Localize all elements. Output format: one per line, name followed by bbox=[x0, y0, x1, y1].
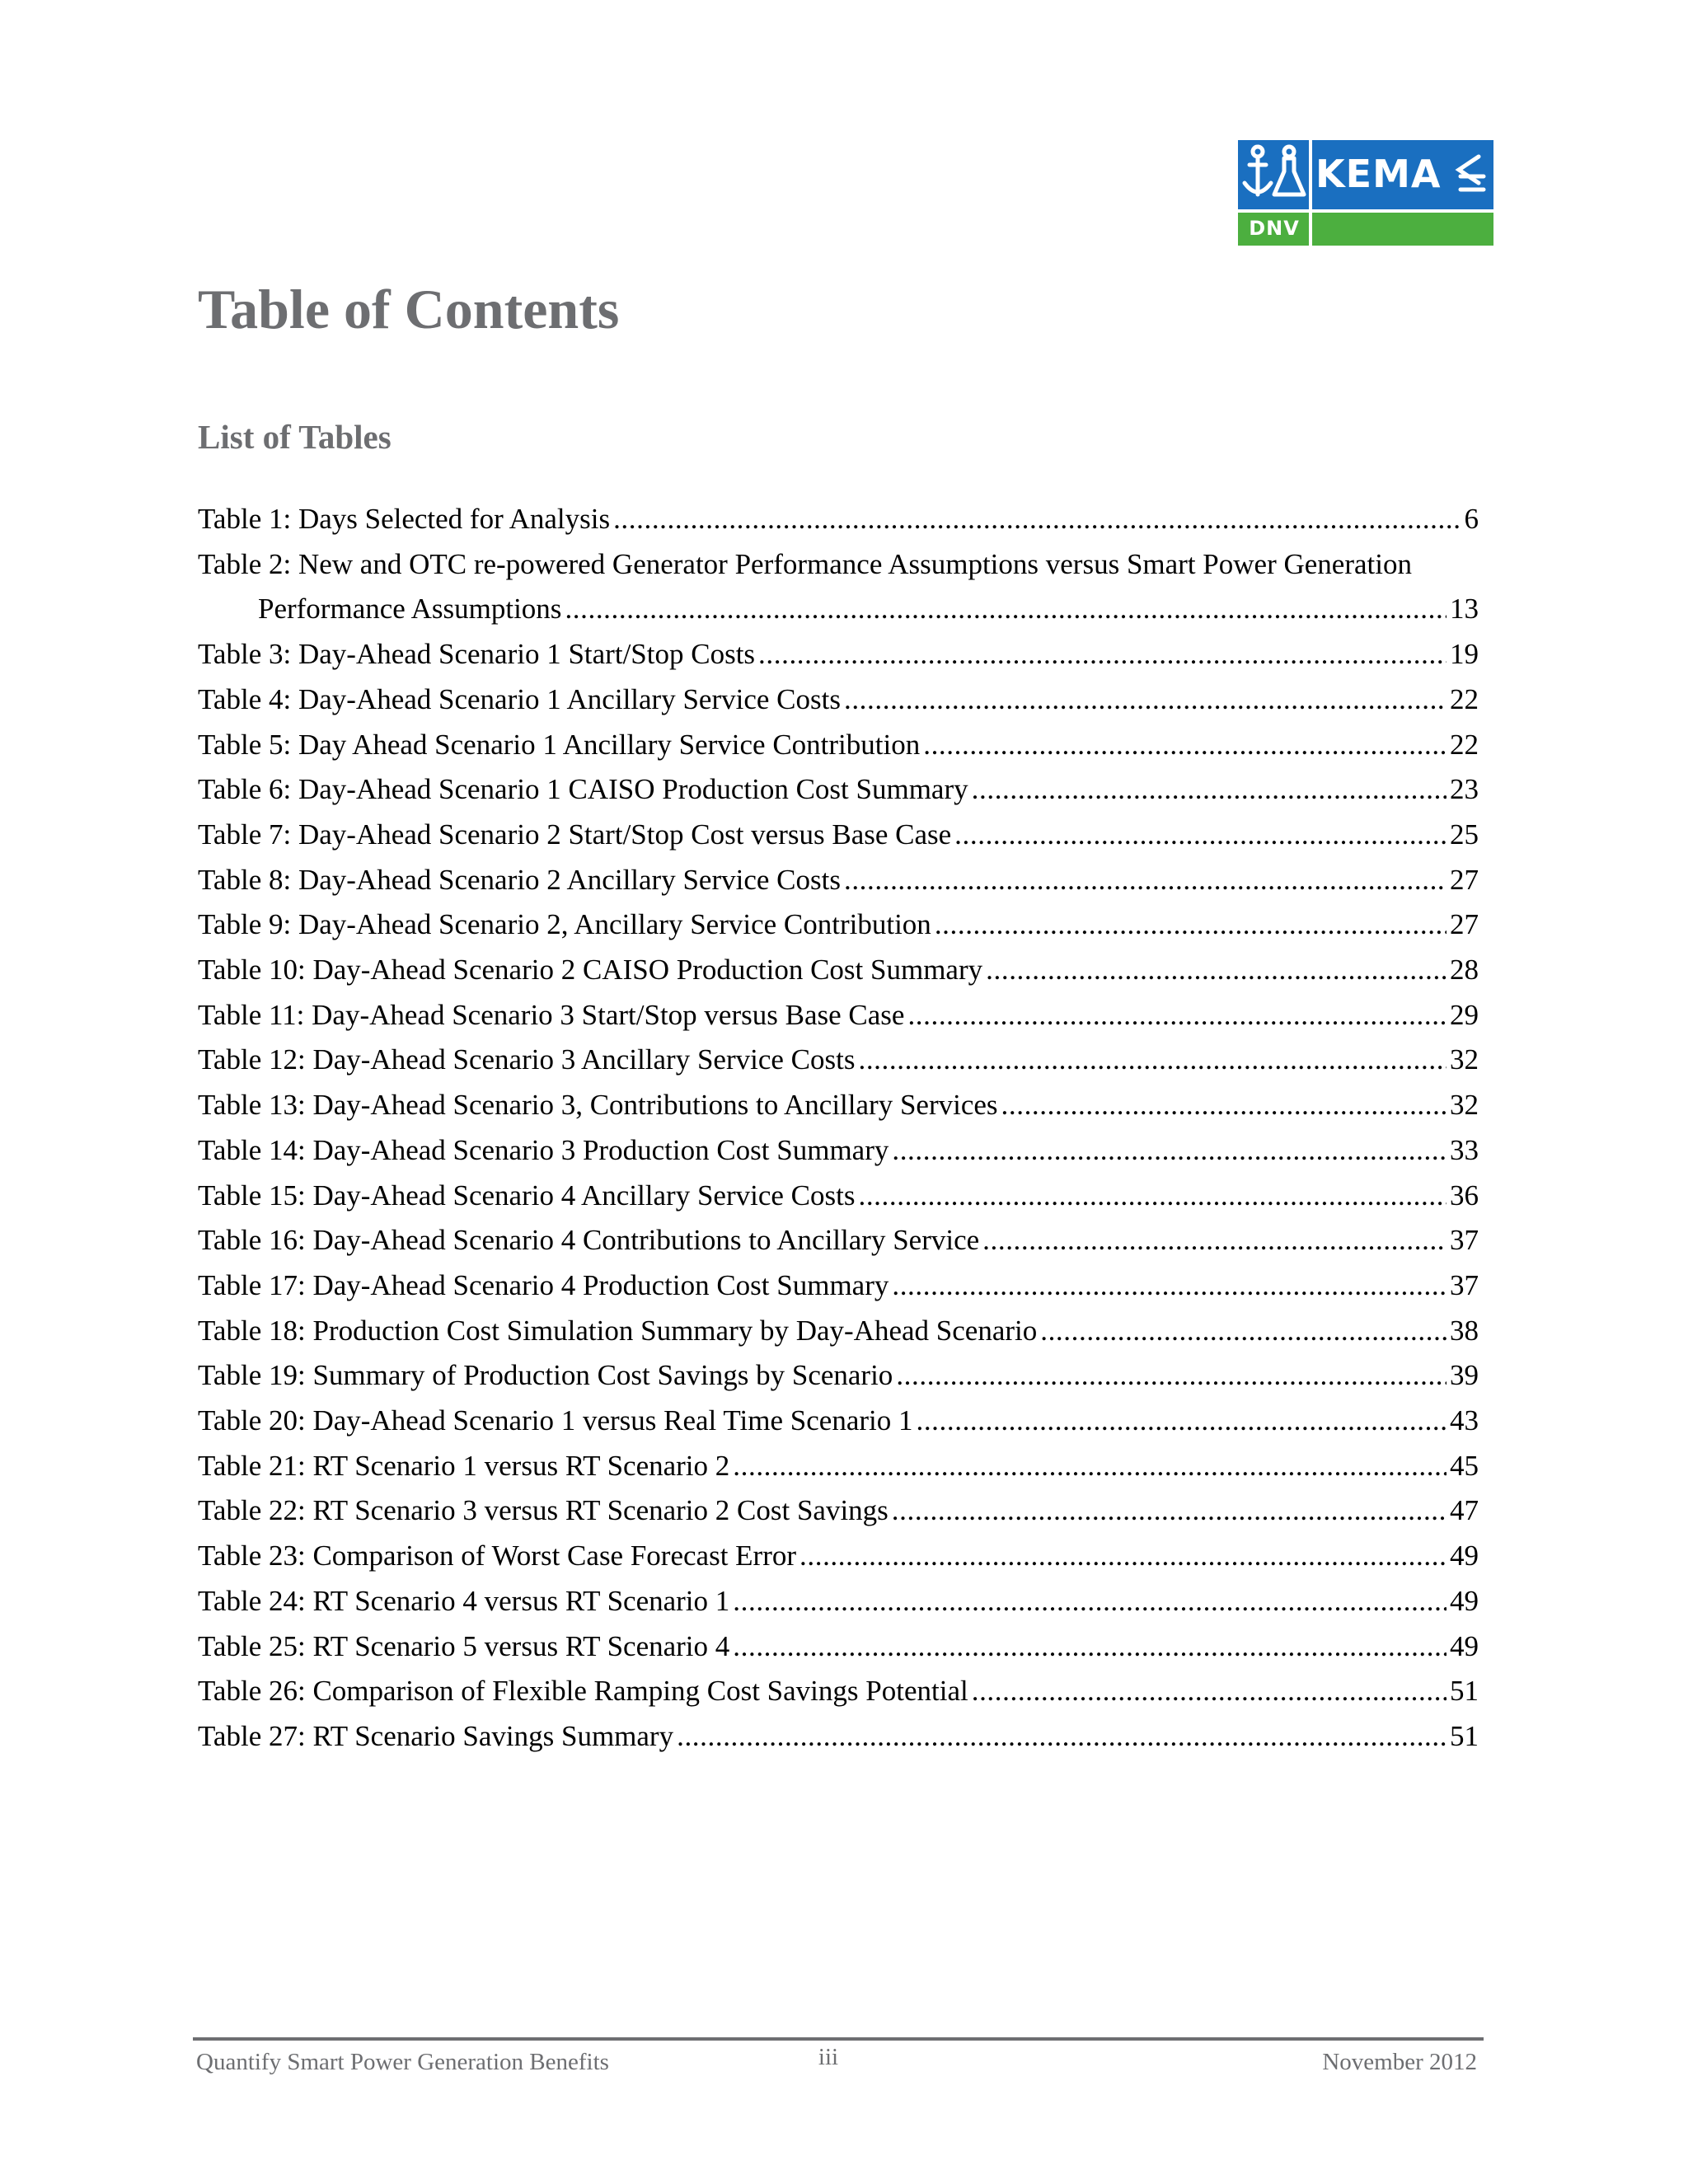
toc-entry-text: Table 1: Days Selected for Analysis bbox=[198, 503, 611, 535]
toc-entry[interactable] bbox=[198, 1218, 1479, 1263]
toc-entry-text: Table 27: RT Scenario Savings Summary bbox=[198, 1719, 674, 1752]
toc-entry[interactable] bbox=[198, 677, 1479, 723]
toc-entry-page: 32 bbox=[1450, 1089, 1479, 1122]
toc-entry[interactable] bbox=[198, 1309, 1479, 1354]
toc-entry[interactable] bbox=[198, 1488, 1479, 1534]
dot-leader bbox=[892, 1263, 1447, 1309]
dot-leader bbox=[758, 632, 1447, 677]
toc-entry-text: Table 3: Day-Ahead Scenario 1 Start/Stop Costs bbox=[198, 638, 756, 671]
toc-entry-page: 23 bbox=[1450, 773, 1479, 806]
toc-entry-page: 22 bbox=[1450, 728, 1479, 761]
toc-entry-text: Table 25: RT Scenario 5 versus RT Scenario 4 bbox=[198, 1629, 730, 1662]
dot-leader bbox=[896, 1353, 1447, 1399]
dot-leader bbox=[982, 1218, 1447, 1263]
dot-leader bbox=[677, 1714, 1447, 1760]
toc-entry-text: Table 22: RT Scenario 3 versus RT Scenario 2 Cost Savings bbox=[198, 1494, 889, 1527]
dot-leader bbox=[907, 993, 1447, 1038]
toc-entry[interactable] bbox=[198, 723, 1479, 768]
toc-entry-page: 51 bbox=[1450, 1675, 1479, 1708]
toc-entry-text: Table 17: Day-Ahead Scenario 4 Production Cost Summary bbox=[198, 1268, 889, 1301]
dot-leader bbox=[565, 587, 1447, 632]
toc-entry-page: 39 bbox=[1450, 1359, 1479, 1392]
dot-leader bbox=[858, 1174, 1447, 1219]
toc-entry-page: 38 bbox=[1450, 1314, 1479, 1347]
toc-entry[interactable] bbox=[198, 1444, 1479, 1489]
toc-entry-text: Table 19: Summary of Production Cost Savings by Scenario bbox=[198, 1359, 893, 1392]
toc-entry-page: 27 bbox=[1450, 863, 1479, 896]
toc-entry-page: 28 bbox=[1450, 954, 1479, 987]
toc-entry[interactable] bbox=[198, 993, 1479, 1038]
kema-dnv-logo bbox=[1238, 140, 1493, 249]
dot-leader bbox=[954, 813, 1447, 858]
toc-entry-text: Table 15: Day-Ahead Scenario 4 Ancillary Service Costs bbox=[198, 1179, 856, 1212]
toc-entry[interactable] bbox=[198, 1083, 1479, 1128]
footer-date: November 2012 bbox=[1322, 2049, 1477, 2075]
footer-page-number: iii bbox=[818, 2044, 839, 2070]
toc-entry-continuation bbox=[198, 587, 1479, 632]
toc-entry-text: Table 26: Comparison of Flexible Ramping Cost Savings Potential bbox=[198, 1675, 968, 1708]
toc-entry-page: 27 bbox=[1450, 908, 1479, 941]
toc-entry-page: 32 bbox=[1450, 1043, 1479, 1076]
toc-entry-text: Table 9: Day-Ahead Scenario 2, Ancillary Service Contribution bbox=[198, 908, 931, 941]
toc-entry[interactable] bbox=[198, 1669, 1479, 1714]
toc-entry-page: 45 bbox=[1450, 1449, 1479, 1482]
toc-entry-page: 29 bbox=[1450, 998, 1479, 1031]
toc-entry[interactable] bbox=[198, 1534, 1479, 1579]
toc-entry-text: Table 18: Production Cost Simulation Summary by Day-Ahead Scenario bbox=[198, 1314, 1038, 1347]
dot-leader bbox=[916, 1399, 1447, 1444]
toc-entry-text: Table 7: Day-Ahead Scenario 2 Start/Stop Cost versus Base Case bbox=[198, 818, 952, 851]
dot-leader bbox=[986, 948, 1447, 993]
dot-leader bbox=[733, 1624, 1447, 1670]
dot-leader bbox=[892, 1128, 1447, 1174]
toc-entry-page: 49 bbox=[1450, 1629, 1479, 1662]
footer-document-title: Quantify Smart Power Generation Benefits bbox=[196, 2049, 609, 2075]
toc-entry-text: Table 24: RT Scenario 4 versus RT Scenario 1 bbox=[198, 1584, 730, 1617]
toc-entry-page: 49 bbox=[1450, 1540, 1479, 1572]
toc-entry-text-cont: Performance Assumptions bbox=[258, 593, 562, 626]
toc-entry-page: 43 bbox=[1450, 1404, 1479, 1437]
toc-entry-text: Table 23: Comparison of Worst Case Forecast Error bbox=[198, 1540, 797, 1572]
toc-entry[interactable] bbox=[198, 1263, 1479, 1309]
list-of-tables bbox=[198, 497, 1479, 1760]
toc-entry[interactable] bbox=[198, 813, 1479, 858]
toc-entry[interactable] bbox=[198, 1624, 1479, 1670]
toc-entry[interactable] bbox=[198, 1038, 1479, 1083]
toc-entry-text: Table 8: Day-Ahead Scenario 2 Ancillary Service Costs bbox=[198, 863, 841, 896]
toc-entry[interactable] bbox=[198, 497, 1479, 542]
toc-entry-text: Table 16: Day-Ahead Scenario 4 Contributions to Ancillary Service bbox=[198, 1224, 980, 1257]
dot-leader bbox=[733, 1444, 1447, 1489]
toc-entry[interactable] bbox=[198, 542, 1479, 632]
section-title: List of Tables bbox=[198, 418, 392, 456]
dot-leader bbox=[972, 1669, 1447, 1714]
toc-entry[interactable] bbox=[198, 767, 1479, 813]
toc-entry-text: Table 2: New and OTC re-powered Generator Performance Assumptions versus Smart Power Generation bbox=[198, 547, 1412, 580]
toc-entry[interactable] bbox=[198, 902, 1479, 948]
toc-entry-page: 6 bbox=[1464, 503, 1479, 535]
dot-leader bbox=[923, 723, 1447, 768]
dot-leader bbox=[1001, 1083, 1447, 1128]
dot-leader bbox=[613, 497, 1461, 542]
toc-entry-page: 47 bbox=[1450, 1494, 1479, 1527]
toc-entry[interactable] bbox=[198, 1353, 1479, 1399]
toc-entry-text: Table 21: RT Scenario 1 versus RT Scenario 2 bbox=[198, 1449, 730, 1482]
toc-entry-text: Table 10: Day-Ahead Scenario 2 CAISO Production Cost Summary bbox=[198, 954, 983, 987]
toc-entry[interactable] bbox=[198, 1714, 1479, 1760]
toc-entry-page: 37 bbox=[1450, 1224, 1479, 1257]
dot-leader bbox=[844, 677, 1447, 723]
dot-leader bbox=[972, 767, 1447, 813]
toc-entry-page: 51 bbox=[1450, 1719, 1479, 1752]
dot-leader bbox=[733, 1579, 1447, 1624]
toc-entry-text: Table 13: Day-Ahead Scenario 3, Contributions to Ancillary Services bbox=[198, 1089, 998, 1122]
toc-entry-text: Table 20: Day-Ahead Scenario 1 versus Real Time Scenario 1 bbox=[198, 1404, 913, 1437]
toc-entry[interactable] bbox=[198, 858, 1479, 903]
toc-entry-page: 33 bbox=[1450, 1133, 1479, 1166]
toc-entry-page: 36 bbox=[1450, 1179, 1479, 1212]
toc-entry[interactable] bbox=[198, 1174, 1479, 1219]
page-title: Table of Contents bbox=[198, 278, 620, 340]
toc-entry-page: 13 bbox=[1450, 593, 1479, 626]
toc-entry-text: Table 6: Day-Ahead Scenario 1 CAISO Production Cost Summary bbox=[198, 773, 968, 806]
toc-entry-page: 19 bbox=[1450, 638, 1479, 671]
toc-entry-page: 49 bbox=[1450, 1584, 1479, 1617]
toc-entry-text: Table 11: Day-Ahead Scenario 3 Start/Stop versus Base Case bbox=[198, 998, 905, 1031]
toc-entry-text: Table 14: Day-Ahead Scenario 3 Production Cost Summary bbox=[198, 1133, 889, 1166]
toc-entry-page: 25 bbox=[1450, 818, 1479, 851]
toc-entry[interactable] bbox=[198, 1128, 1479, 1174]
toc-entry[interactable] bbox=[198, 1579, 1479, 1624]
toc-entry[interactable] bbox=[198, 1399, 1479, 1444]
dot-leader bbox=[799, 1534, 1447, 1579]
dot-leader bbox=[892, 1488, 1447, 1534]
toc-entry[interactable] bbox=[198, 632, 1479, 677]
dot-leader bbox=[844, 858, 1447, 903]
dot-leader bbox=[858, 1038, 1447, 1083]
toc-entry-text: Table 5: Day Ahead Scenario 1 Ancillary Service Contribution bbox=[198, 728, 921, 761]
toc-entry-text: Table 4: Day-Ahead Scenario 1 Ancillary Service Costs bbox=[198, 682, 841, 715]
toc-entry-page: 22 bbox=[1450, 682, 1479, 715]
dot-leader bbox=[1040, 1309, 1447, 1354]
dnv-wordmark: DNV bbox=[1249, 217, 1300, 240]
toc-entry-text: Table 12: Day-Ahead Scenario 3 Ancillary Service Costs bbox=[198, 1043, 856, 1076]
dot-leader bbox=[935, 902, 1447, 948]
toc-entry[interactable] bbox=[198, 948, 1479, 993]
toc-entry-page: 37 bbox=[1450, 1268, 1479, 1301]
kema-wordmark: KEMA bbox=[1315, 152, 1442, 196]
